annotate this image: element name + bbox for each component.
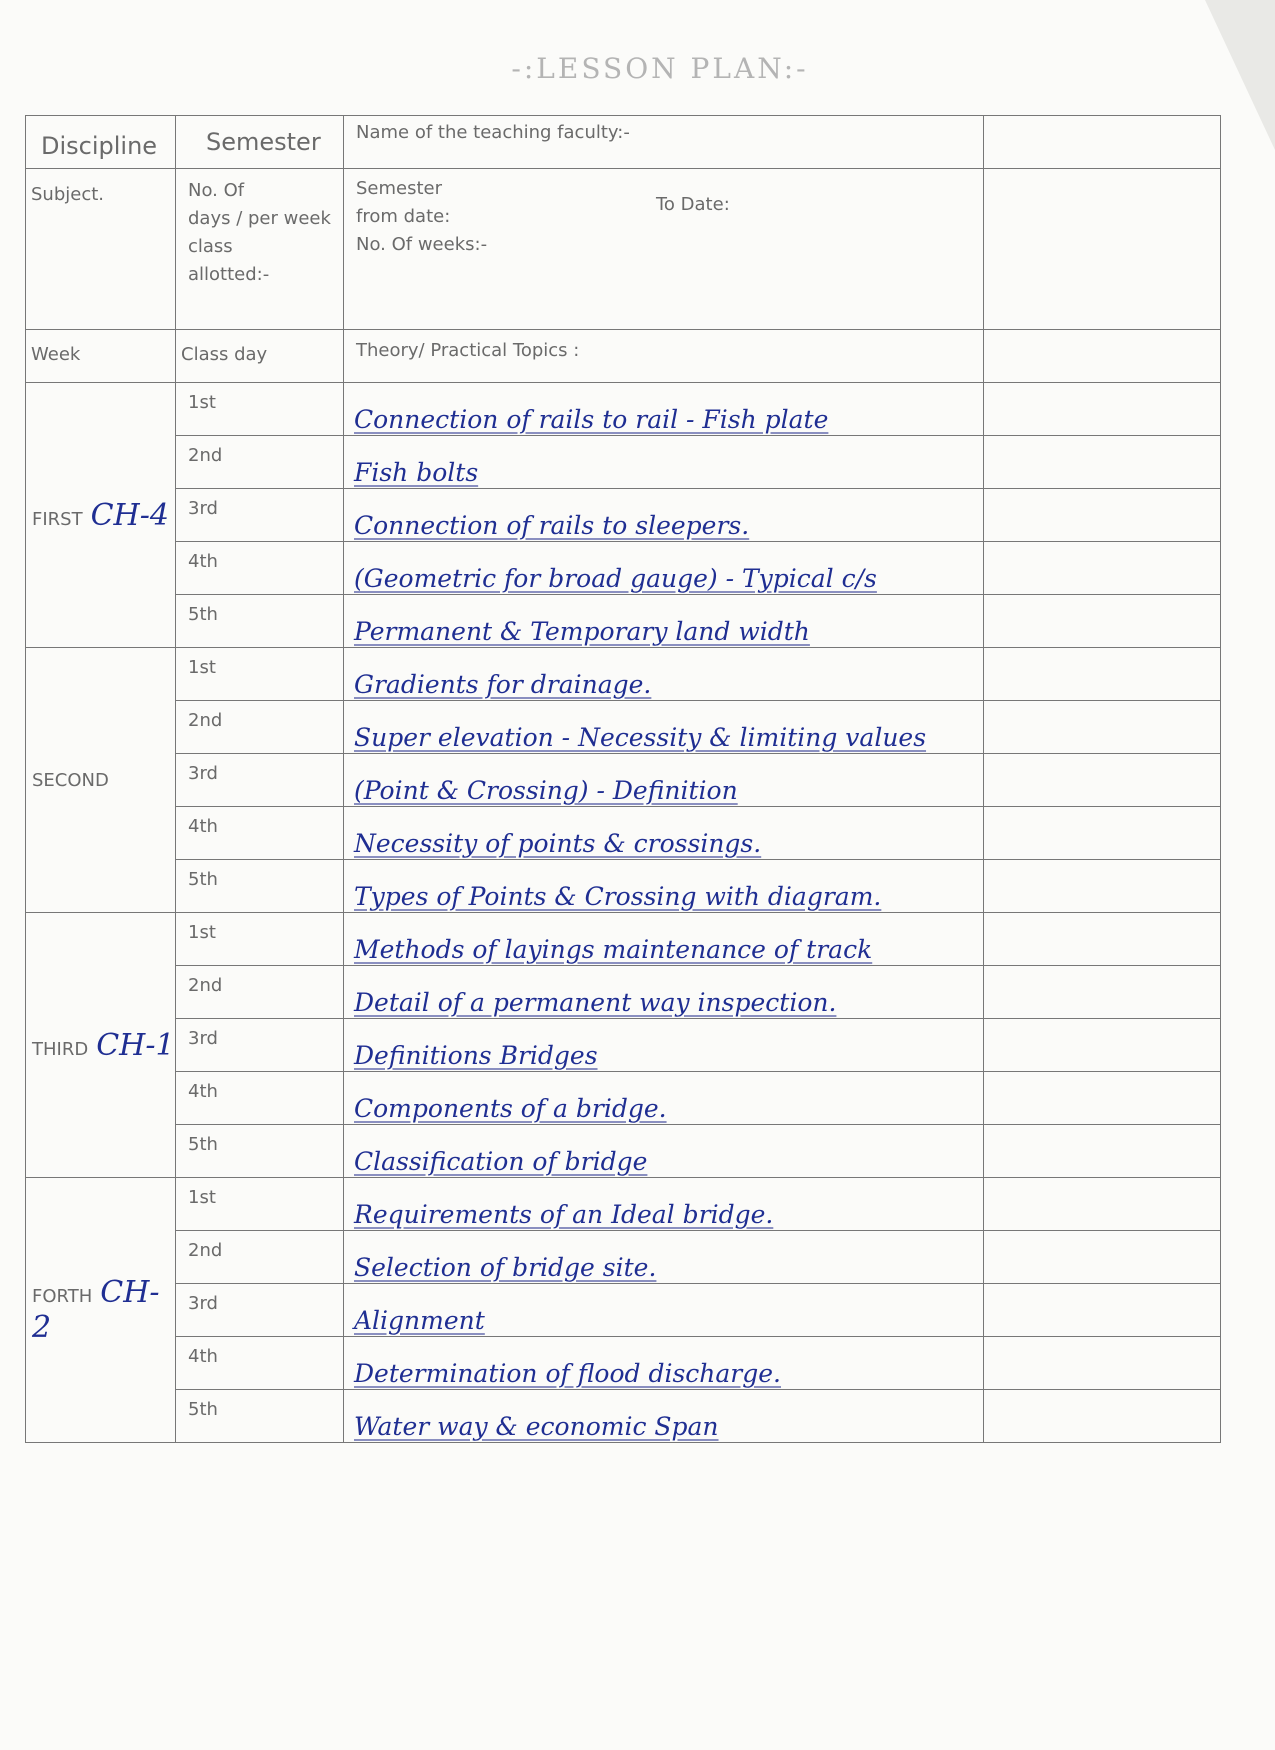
class-day-label: 2nd (188, 445, 223, 466)
table-row (26, 754, 1221, 807)
subject-cell (26, 169, 176, 330)
class-day-cell (176, 966, 344, 1019)
spare-cell (984, 966, 1221, 1019)
class-day-cell (176, 1072, 344, 1125)
week-column-header (26, 330, 176, 383)
spare-cell (984, 1284, 1221, 1337)
spare-cell (984, 807, 1221, 860)
handwritten-topic: Gradients for drainage. (354, 670, 652, 699)
topic-cell (344, 1125, 984, 1178)
days-line-3: class (188, 236, 233, 257)
days-per-week-cell (176, 169, 344, 330)
topic-cell (344, 1390, 984, 1443)
topic-cell (344, 913, 984, 966)
table-row (26, 436, 1221, 489)
handwritten-topic: Determination of flood discharge. (354, 1359, 781, 1388)
chapter-annotation: CH-2 (32, 1275, 160, 1345)
handwritten-topic: Requirements of an Ideal bridge. (354, 1200, 774, 1229)
class-day-label: 1st (188, 392, 216, 413)
semester-dates-cell (344, 169, 984, 330)
table-row (26, 1125, 1221, 1178)
spare-cell (984, 648, 1221, 701)
table-row (26, 1337, 1221, 1390)
class-day-cell (176, 807, 344, 860)
class-day-cell (176, 1390, 344, 1443)
class-day-label: 5th (188, 1399, 218, 1420)
faculty-header (344, 116, 984, 169)
to-date-label: To Date: (656, 194, 730, 215)
topic-cell (344, 807, 984, 860)
table-row (26, 1284, 1221, 1337)
class-day-label: 2nd (188, 975, 223, 996)
class-day-cell (176, 1284, 344, 1337)
topic-cell (344, 1019, 984, 1072)
table-row (26, 807, 1221, 860)
class-day-cell (176, 489, 344, 542)
class-day-label: 2nd (188, 1240, 223, 1261)
spare-cell (984, 1390, 1221, 1443)
class-day-label: 2nd (188, 710, 223, 731)
handwritten-topic: Types of Points & Crossing with diagram. (354, 882, 882, 911)
class-day-cell (176, 542, 344, 595)
class-day-label: 4th (188, 816, 218, 837)
class-day-cell (176, 383, 344, 436)
class-day-label: 3rd (188, 1293, 218, 1314)
handwritten-topic: Detail of a permanent way inspection. (354, 988, 837, 1017)
table-row (26, 860, 1221, 913)
class-day-label: 4th (188, 1346, 218, 1367)
spare-cell (984, 542, 1221, 595)
class-day-label: 3rd (188, 498, 218, 519)
lesson-plan-table (25, 115, 1221, 1443)
handwritten-topic: Methods of layings maintenance of track (354, 935, 873, 964)
table-row (26, 1019, 1221, 1072)
table-row (26, 913, 1221, 966)
handwritten-topic: Water way & economic Span (354, 1412, 719, 1441)
table-row (26, 1072, 1221, 1125)
class-day-label: 5th (188, 1134, 218, 1155)
semester-weeks: No. Of weeks:- (356, 234, 488, 255)
days-line-4: allotted:- (188, 264, 270, 285)
topics-column-label: Theory/ Practical Topics : (356, 340, 580, 361)
class-day-label: 3rd (188, 763, 218, 784)
class-day-label: 1st (188, 657, 216, 678)
spare-cell (984, 489, 1221, 542)
handwritten-topic: (Point & Crossing) - Definition (354, 776, 738, 805)
semester-header (176, 116, 344, 169)
class-day-cell (176, 1019, 344, 1072)
topic-cell (344, 966, 984, 1019)
class-day-cell (176, 1125, 344, 1178)
week-name: FORTH (32, 1286, 93, 1307)
handwritten-topic: Connection of rails to rail - Fish plate (354, 405, 829, 434)
handwritten-topic: Fish bolts (354, 458, 479, 487)
class-day-label: 3rd (188, 1028, 218, 1049)
handwritten-topic: Definitions Bridges (354, 1041, 598, 1070)
class-day-cell (176, 1337, 344, 1390)
spare-cell (984, 1125, 1221, 1178)
topic-cell (344, 1284, 984, 1337)
handwritten-topic: Alignment (354, 1306, 485, 1335)
spare-cell (984, 754, 1221, 807)
info-spare-cell (984, 169, 1221, 330)
week-cell (26, 1178, 176, 1443)
spare-cell (984, 1231, 1221, 1284)
handwritten-topic: Necessity of points & crossings. (354, 829, 762, 858)
spare-cell (984, 383, 1221, 436)
week-name: FIRST (32, 508, 83, 530)
spare-cell (984, 436, 1221, 489)
header-spare-cell (984, 116, 1221, 169)
table-row (26, 1390, 1221, 1443)
table-row (26, 701, 1221, 754)
week-cell (26, 648, 176, 913)
week-name: SECOND (32, 769, 109, 791)
spare-cell (984, 1178, 1221, 1231)
spare-cell (984, 1019, 1221, 1072)
table-row (26, 648, 1221, 701)
handwritten-topic: Selection of bridge site. (354, 1253, 657, 1282)
topic-cell (344, 595, 984, 648)
topic-cell (344, 542, 984, 595)
class-day-label: 4th (188, 1081, 218, 1102)
class-day-cell (176, 754, 344, 807)
semester-label: Semester (206, 128, 321, 156)
handwritten-topic: (Geometric for broad gauge) - Typical c/s (354, 564, 877, 593)
table-row (26, 1178, 1221, 1231)
table-row (26, 542, 1221, 595)
discipline-header (26, 116, 176, 169)
class-day-cell (176, 701, 344, 754)
chapter-annotation: CH-4 (90, 497, 169, 533)
table-row (26, 383, 1221, 436)
spare-cell (984, 1072, 1221, 1125)
class-day-cell (176, 1231, 344, 1284)
semester-line-1: Semester (356, 178, 443, 199)
topic-cell (344, 860, 984, 913)
table-row (26, 1231, 1221, 1284)
table-row (26, 595, 1221, 648)
class-day-cell (176, 436, 344, 489)
table-row (26, 966, 1221, 1019)
discipline-label: Discipline (41, 132, 158, 160)
class-day-column-label: Class day (181, 344, 268, 365)
class-day-label: 5th (188, 869, 218, 890)
class-day-cell (176, 648, 344, 701)
spare-cell (984, 701, 1221, 754)
topic-cell (344, 1072, 984, 1125)
week-column-label: Week (31, 344, 81, 365)
class-day-column-header (176, 330, 344, 383)
spare-cell (984, 860, 1221, 913)
faculty-label: Name of the teaching faculty:- (356, 122, 630, 143)
page-title: -:LESSON PLAN:- (511, 52, 809, 85)
topic-cell (344, 701, 984, 754)
class-day-label: 5th (188, 604, 218, 625)
subject-label: Subject. (31, 184, 105, 205)
week-cell (26, 913, 176, 1178)
topic-cell (344, 1337, 984, 1390)
class-day-cell (176, 595, 344, 648)
handwritten-topic: Connection of rails to sleepers. (354, 511, 750, 540)
handwritten-topic: Classification of bridge (354, 1147, 648, 1176)
week-name: THIRD (32, 1038, 89, 1060)
topic-cell (344, 1178, 984, 1231)
class-day-cell (176, 860, 344, 913)
semester-from-date: from date: (356, 206, 451, 227)
class-day-label: 1st (188, 922, 216, 943)
class-day-label: 4th (188, 551, 218, 572)
topic-cell (344, 648, 984, 701)
days-line-1: No. Of (188, 180, 245, 201)
spare-cell (984, 595, 1221, 648)
chapter-annotation: CH-1 (96, 1027, 175, 1063)
topic-cell (344, 436, 984, 489)
handwritten-topic: Components of a bridge. (354, 1094, 667, 1123)
class-day-label: 1st (188, 1187, 216, 1208)
class-day-cell (176, 913, 344, 966)
spare-cell (984, 913, 1221, 966)
week-cell (26, 383, 176, 648)
topic-cell (344, 489, 984, 542)
topic-cell (344, 383, 984, 436)
topic-cell (344, 1231, 984, 1284)
days-line-2: days / per week (188, 208, 331, 229)
topic-cell (344, 754, 984, 807)
table-row (26, 489, 1221, 542)
column-spare-cell (984, 330, 1221, 383)
handwritten-topic: Super elevation - Necessity & limiting values (354, 723, 927, 752)
class-day-cell (176, 1178, 344, 1231)
topics-column-header (344, 330, 984, 383)
handwritten-topic: Permanent & Temporary land width (354, 617, 810, 646)
spare-cell (984, 1337, 1221, 1390)
